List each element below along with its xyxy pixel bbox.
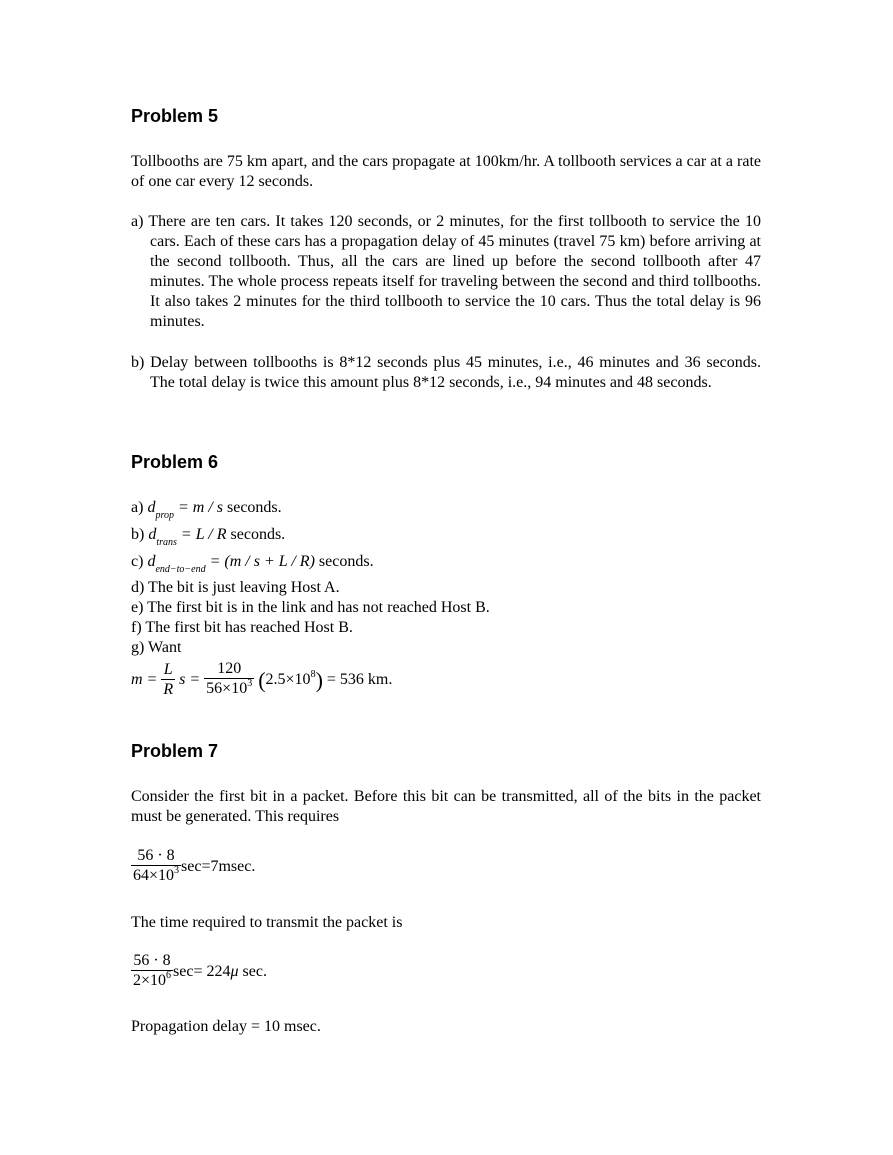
problem7-eq1 <box>131 847 255 888</box>
part-a-label: a) <box>131 499 144 516</box>
problem6-heading: Problem 6 <box>131 452 219 472</box>
problem6-part-c <box>131 552 374 574</box>
eq2-den-exp: 6 <box>166 970 172 981</box>
eq1-num: 56 · 8 <box>137 847 175 864</box>
close-paren: ) <box>315 667 323 693</box>
part-c-var: d <box>147 553 156 570</box>
problem7-transmit-text: The time required to transmit the packet is <box>131 914 403 931</box>
part-c-tail: seconds. <box>318 553 374 570</box>
eq2-fraction <box>131 952 173 993</box>
part-a-rhs: = m / s <box>177 499 223 516</box>
paren-base: 2.5×10 <box>265 671 311 689</box>
eq1-den-base: 64×10 <box>133 867 175 884</box>
eq2-tail-a: sec= 224 <box>173 963 231 981</box>
eq2-mu: μ <box>230 963 239 981</box>
eq1-den <box>131 865 181 888</box>
eq2-tail-b: sec. <box>238 963 267 981</box>
problem5-intro: Tollbooths are 75 km apart, and the cars propagate at 100km/hr. A tollbooth services a car at a rate of one car every 12 seconds. <box>131 153 761 190</box>
frac2-den-exp: 3 <box>247 678 253 689</box>
part-a-sub: prop <box>155 510 174 521</box>
problem7-heading: Problem 7 <box>131 741 219 761</box>
eq1-tail: sec=7msec. <box>181 858 256 876</box>
frac1-den: R <box>163 681 174 698</box>
frac2-num: 120 <box>217 660 242 677</box>
problem6-part-a <box>131 498 282 520</box>
problem6-part-e: e) The first bit is in the link and has not reached Host B. <box>131 599 490 616</box>
problem6-part-f: f) The first bit has reached Host B. <box>131 619 353 636</box>
frac2-den <box>204 678 254 701</box>
eq-lhs: m = <box>131 671 158 689</box>
problem7-propagation: Propagation delay = 10 msec. <box>131 1018 321 1035</box>
part-c-label: c) <box>131 553 144 570</box>
part-a-tail: seconds. <box>227 499 282 516</box>
problem5-heading: Problem 5 <box>131 106 219 126</box>
problem5-part-a: a) There are ten cars. It takes 120 seconds, or 2 minutes, for the first tollbooth to service the 10 cars. Each of these cars has a propagation delay of 45 minutes (travel 75 km) before arriving at the second tollbooth. Thus, all the cars are lined up before the second tollbooth after 47 minutes. The whole process repeats itself for traveling between the second and third tollbooths. It also takes 2 minutes for the third tollbooth to service the 10 cars. Thus the total delay is 96 minutes. <box>131 213 761 330</box>
eq2-den-base: 2×10 <box>133 972 167 989</box>
eq-mid: s = <box>179 671 201 689</box>
eq2-den <box>131 970 173 993</box>
eq1-fraction <box>131 847 181 888</box>
fraction-L-over-R <box>161 661 175 700</box>
part-b-rhs: = L / R <box>180 526 227 543</box>
problem7-intro: Consider the first bit in a packet. Before this bit can be transmitted, all of the bits in the packet must be generated. This requires <box>131 788 761 825</box>
open-paren: ( <box>258 667 266 693</box>
problem6-part-b <box>131 525 285 547</box>
part-b-label: b) <box>131 526 145 543</box>
part-b-sub: trans <box>156 537 177 548</box>
eq1-den-exp: 3 <box>174 865 180 876</box>
part-a-var: d <box>147 499 156 516</box>
paren-exp: 8 <box>310 669 316 681</box>
eq2-num: 56 · 8 <box>133 952 171 969</box>
problem6-part-g: g) Want <box>131 639 182 656</box>
part-b-var: d <box>148 526 157 543</box>
fraction-120 <box>204 660 254 701</box>
eq-result: = 536 km. <box>326 671 393 689</box>
problem6-part-d: d) The bit is just leaving Host A. <box>131 579 340 596</box>
problem5-part-b: b) Delay between tollbooths is 8*12 seconds plus 45 minutes, i.e., 46 minutes and 36 seconds. The total delay is twice this amount plus 8*12 seconds, i.e., 94 minutes and 48 seconds. <box>131 354 761 391</box>
part-c-sub: end−to−end <box>155 564 206 575</box>
part-b-tail: seconds. <box>230 526 286 543</box>
problem6-equation <box>131 660 392 701</box>
part-c-rhs: = (m / s + L / R) <box>209 553 315 570</box>
problem7-eq2 <box>131 952 267 993</box>
frac2-den-base: 56×10 <box>206 680 248 697</box>
frac1-num: L <box>163 661 173 678</box>
